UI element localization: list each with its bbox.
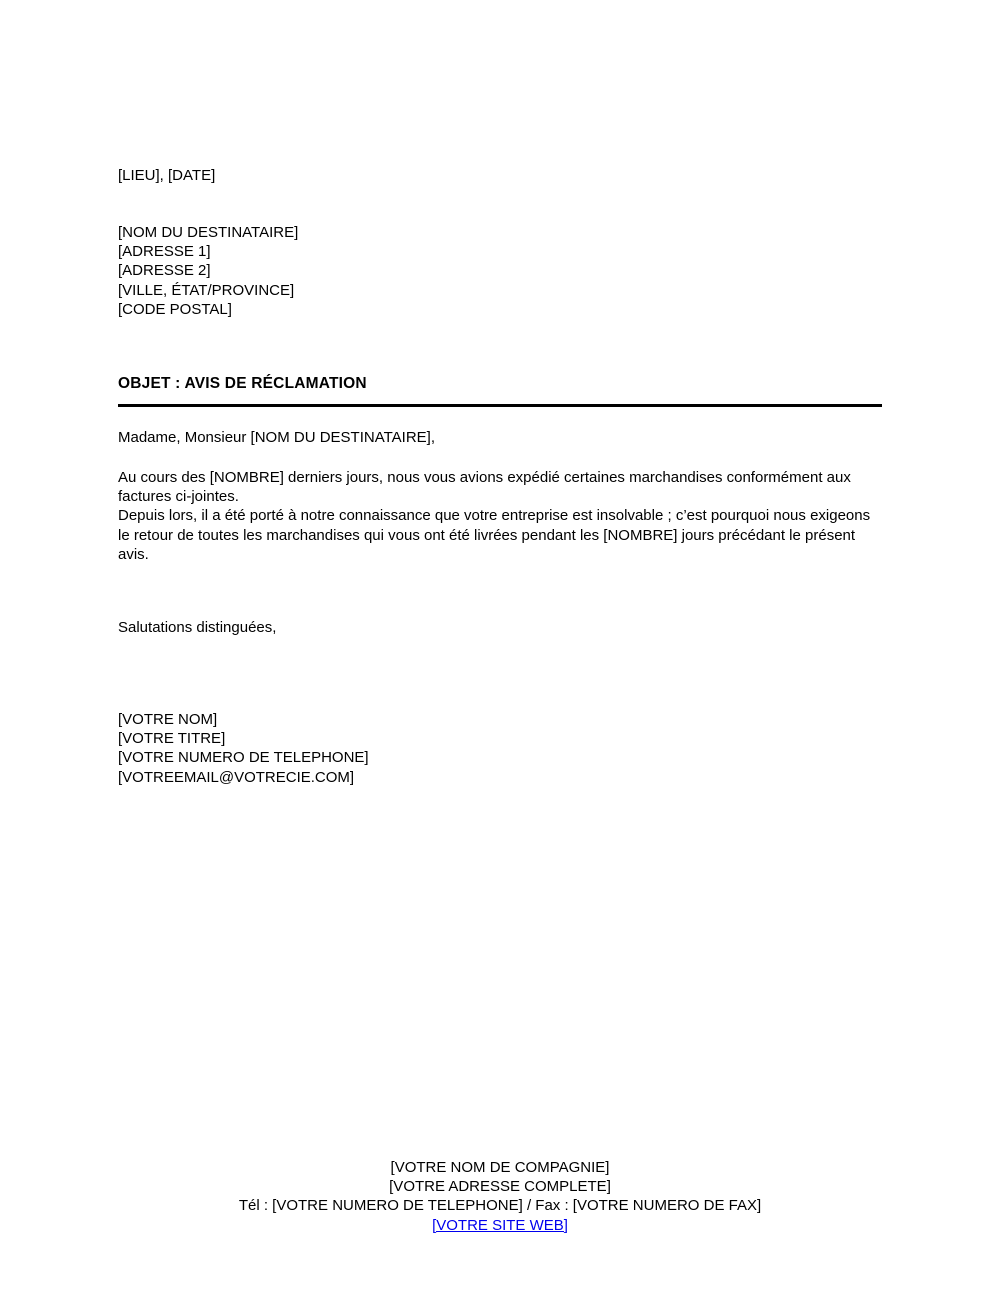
footer-phone-fax: Tél : [VOTRE NUMERO DE TELEPHONE] / Fax : [VOTRE NUMERO DE FAX] [238, 1197, 762, 1215]
signature-email: [VOTREEMAIL@VOTRECIE.COM] [118, 768, 355, 786]
subject-block [118, 374, 884, 407]
location-date-line: [LIEU], [DATE] [118, 167, 216, 184]
footer-address: [VOTRE ADRESSE COMPLETE] [389, 1178, 611, 1196]
recipient-address2: [ADRESSE 2] [118, 262, 211, 280]
body-paragraph-1: Au cours des [NOMBRE] derniers jours, nous vous avions expédié certaines marchandises conformément aux factures ci-jointes. [118, 469, 851, 506]
closing-line: Salutations distinguées, [118, 619, 277, 636]
signature-name: [VOTRE NOM] [118, 711, 218, 728]
recipient-city-state: [VILLE, ÉTAT/PROVINCE] [118, 281, 295, 299]
footer-company: [VOTRE NOM DE COMPAGNIE] [390, 1159, 610, 1176]
letter-body [118, 468, 884, 564]
salutation-line: Madame, Monsieur [NOM DU DESTINATAIRE], [118, 429, 436, 446]
recipient-name: [NOM DU DESTINATAIRE] [118, 224, 299, 241]
subject-line: OBJET : AVIS DE RÉCLAMATION [118, 375, 367, 392]
signature-title: [VOTRE TITRE] [118, 730, 226, 748]
recipient-postal-code: [CODE POSTAL] [118, 300, 232, 318]
recipient-address1: [ADRESSE 1] [118, 243, 211, 261]
letter-footer [0, 1158, 1000, 1235]
subject-divider [118, 404, 882, 407]
footer-website-line [0, 1216, 1000, 1235]
signature-block [118, 710, 884, 787]
signature-phone: [VOTRE NUMERO DE TELEPHONE] [118, 749, 369, 767]
body-paragraph-2: Depuis lors, il a été porté à notre connaissance que votre entreprise est insolvable ; c’est pourquoi nous exigeons le retour de toutes les marchandises qui vous ont été livrées pendant les [NOMBRE] jours précédant le présent avis. [118, 507, 871, 563]
recipient-block [118, 223, 884, 319]
website-link[interactable]: [VOTRE SITE WEB] [432, 1216, 568, 1234]
